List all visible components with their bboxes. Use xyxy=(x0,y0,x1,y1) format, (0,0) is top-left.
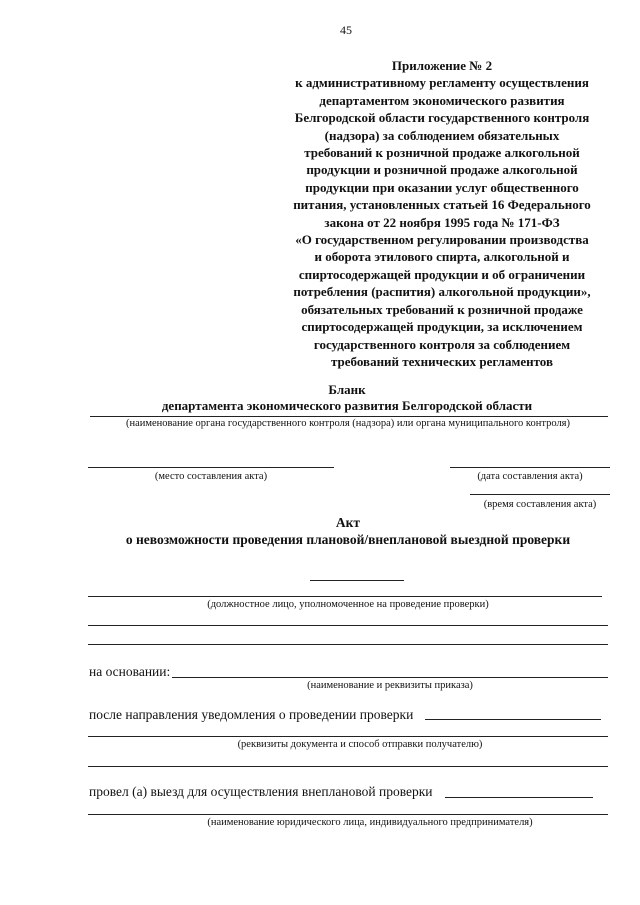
appendix-line: спиртосодержащей продукции и об ограничении xyxy=(298,266,586,282)
appendix-line: продукции и розничной продаже алкогольной xyxy=(306,162,578,178)
page-number: 45 xyxy=(340,23,352,37)
basis-line[interactable] xyxy=(172,677,608,678)
act-subtitle: о невозможности проведения плановой/внеплановой выездной проверки xyxy=(125,532,571,547)
appendix-line: и оборота этилового спирта, алкогольной и xyxy=(314,249,570,265)
notice-line[interactable] xyxy=(425,719,601,720)
department-underline xyxy=(90,416,608,417)
blank-title: Бланк xyxy=(328,382,366,397)
department-name: департамента экономического развития Белгородской области xyxy=(161,398,533,413)
official-extra-line-1[interactable] xyxy=(88,625,608,626)
org-caption: (наименование органа государственного контроля (надзора) или органа муниципального контроля) xyxy=(125,418,571,429)
official-caption: (должностное лицо, уполномоченное на проведение проверки) xyxy=(207,599,489,610)
appendix-line: требований технических регламентов xyxy=(331,353,553,369)
notice-second-line[interactable] xyxy=(88,736,608,737)
time-line[interactable] xyxy=(470,494,610,495)
appendix-line: потребления (распития) алкогольной продукции», xyxy=(293,284,591,300)
visit-label: провел (а) выезд для осуществления внеплановой проверки xyxy=(89,784,433,799)
entity-caption: (наименование юридического лица, индивидуального предпринимателя) xyxy=(207,817,533,828)
appendix-line: (надзора) за соблюдением обязательных xyxy=(324,127,560,143)
appendix-line: обязательных требований к розничной продаже xyxy=(301,301,583,317)
notice-extra-line[interactable] xyxy=(88,766,608,767)
basis-label: на основании: xyxy=(89,664,171,679)
appendix-line: спиртосодержащей продукции, за исключением xyxy=(301,319,583,335)
short-line[interactable] xyxy=(310,580,404,581)
notice-caption: (реквизиты документа и способ отправки получателю) xyxy=(237,739,483,750)
appendix-header xyxy=(262,57,622,370)
entity-line[interactable] xyxy=(88,814,608,815)
appendix-line: «О государственном регулировании производства xyxy=(295,232,589,248)
time-caption: (время составления акта) xyxy=(483,499,597,510)
official-extra-line-2[interactable] xyxy=(88,644,608,645)
appendix-line: требований к розничной продаже алкогольной xyxy=(304,145,580,161)
act-title: Акт xyxy=(335,515,361,530)
appendix-line: закона от 22 ноября 1995 года № 171-ФЗ xyxy=(324,214,560,230)
visit-line[interactable] xyxy=(445,797,593,798)
place-line[interactable] xyxy=(88,467,334,468)
date-caption: (дата составления акта) xyxy=(477,471,583,482)
appendix-line: к административному регламенту осуществления xyxy=(295,75,589,91)
appendix-line: департаментом экономического развития xyxy=(319,92,565,108)
appendix-line: Белгородской области государственного контроля xyxy=(294,110,590,126)
notice-label: после направления уведомления о проведении проверки xyxy=(89,707,414,722)
appendix-line: продукции при оказании услуг общественного xyxy=(305,179,579,195)
order-caption: (наименование и реквизиты приказа) xyxy=(307,680,473,691)
appendix-line: питания, установленных статьей 16 Федерального xyxy=(293,197,591,213)
place-caption: (место составления акта) xyxy=(154,471,268,482)
appendix-title: Приложение № 2 xyxy=(391,58,493,73)
date-line[interactable] xyxy=(450,467,610,468)
appendix-line: государственного контроля за соблюдением xyxy=(313,336,571,352)
official-line[interactable] xyxy=(88,596,602,597)
